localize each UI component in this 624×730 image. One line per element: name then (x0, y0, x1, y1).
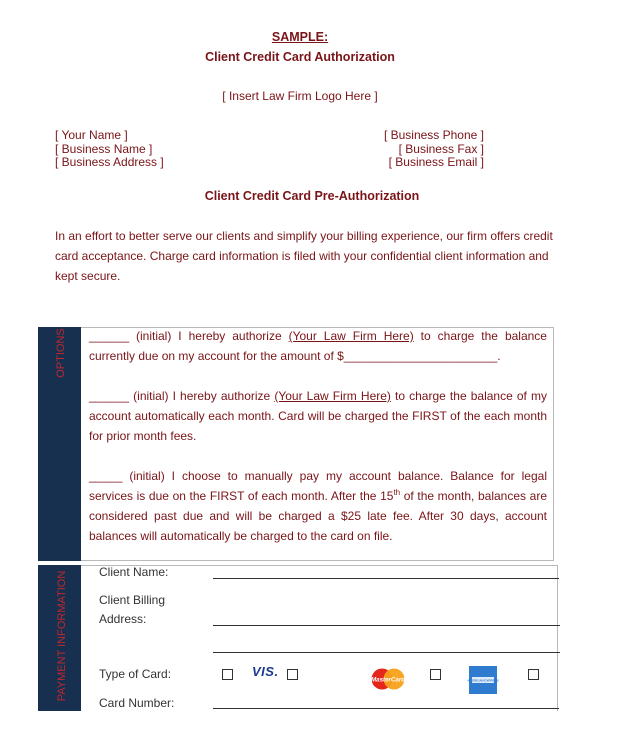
billing-address-line-2[interactable] (213, 652, 560, 653)
section-subtitle: Client Credit Card Pre-Authorization (204, 189, 420, 203)
option-1-firm-link: (Your Law Firm Here) (288, 329, 414, 343)
visa-logo: VIS. (252, 664, 279, 679)
option-2-text-start: ______ (initial) I hereby authorize (89, 389, 275, 403)
contact-left (55, 129, 164, 170)
your-name-field: [ Your Name ] (55, 128, 128, 142)
ordinal-suffix: th (393, 488, 401, 497)
intro-paragraph: In an effort to better serve our clients and simplify your billing experience, our firm offers credit card acceptance. Charge card information is filed with your confidential client information and kept secure. (55, 229, 553, 283)
logo-placeholder: [ Insert Law Firm Logo Here ] (222, 89, 378, 103)
options-vertical-label: OPTIONS (55, 328, 67, 378)
option-3-text-end: of the month, balances are considered past due and will be charged a $25 late fee. After 30 days, account balances will automatically be charged to the card on file. (89, 489, 547, 543)
sample-heading: SAMPLE: (271, 30, 329, 44)
business-fax-field: [ Business Fax ] (398, 141, 484, 156)
option-1-text-end: to charge the balance currently due on my account for the amount of $_______________________. (89, 329, 547, 363)
option-1-text-start: ______ (initial) I hereby authorize (89, 329, 289, 343)
svg-text:MasterCard: MasterCard (370, 676, 406, 684)
document-title: Client Credit Card Authorization (205, 50, 395, 64)
payment-vertical-label: PAYMENT INFORMATION (56, 570, 68, 702)
option-2-text-end: to charge the balance of my account automatically each month. Card will be charged the FIRST of the each month for prior month fees. (89, 389, 547, 443)
svg-text:AMERICAN EXPRESS: AMERICAN EXPRESS (467, 678, 499, 683)
option-1-paragraph (89, 326, 547, 366)
billing-address-line-1[interactable] (213, 625, 560, 626)
option-2-paragraph (89, 386, 547, 446)
card-number-label: Card Number: (99, 696, 175, 710)
contact-right (384, 129, 484, 170)
amex-checkbox[interactable] (430, 669, 441, 680)
option-2-firm-link: (Your Law Firm Here) (274, 389, 391, 403)
mastercard-checkbox[interactable] (287, 669, 298, 680)
billing-address-label-line2: Address: (99, 612, 147, 626)
business-address-field: [ Business Address ] (55, 155, 164, 169)
billing-address-label-line1: Client Billing (99, 593, 166, 607)
client-name-label: Client Name: (99, 565, 169, 579)
card-number-line[interactable] (213, 708, 559, 709)
card-type-label: Type of Card: (99, 667, 172, 681)
client-name-line[interactable] (213, 578, 559, 579)
option-3-paragraph (89, 466, 547, 546)
business-email-field: [ Business Email ] (388, 155, 484, 169)
option-3-text-start: _____ (initial) I choose to manually pay my account balance. Balance for legal services is due on the FIRST of each month. After the 15 (89, 469, 547, 503)
business-name-field: [ Business Name ] (55, 141, 153, 156)
mastercard-logo (369, 668, 407, 690)
visa-checkbox[interactable] (222, 669, 233, 680)
business-phone-field: [ Business Phone ] (383, 128, 484, 142)
discover-checkbox[interactable] (528, 669, 539, 680)
amex-logo (469, 666, 497, 694)
